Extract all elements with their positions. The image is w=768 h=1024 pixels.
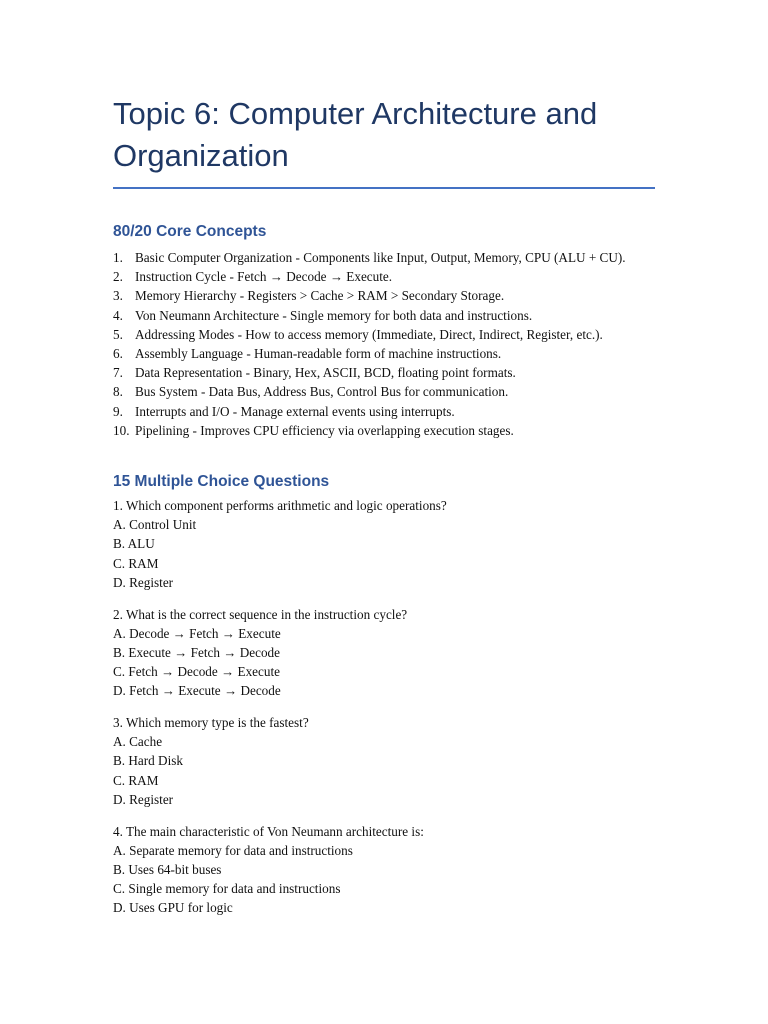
concept-number: 3. bbox=[113, 288, 123, 304]
concept-number: 8. bbox=[113, 384, 123, 400]
concept-text: Assembly Language - Human-readable form of machine instructions. bbox=[135, 346, 502, 362]
concept-item bbox=[113, 344, 658, 363]
answer-option: C. Fetch → Decode → Execute bbox=[113, 664, 280, 680]
concept-item bbox=[113, 402, 658, 421]
question-text: 2. What is the correct sequence in the instruction cycle? bbox=[113, 606, 408, 622]
answer-option: B. Uses 64-bit buses bbox=[113, 861, 222, 877]
answer-option: D. Fetch → Execute → Decode bbox=[113, 683, 281, 699]
answer-option: C. RAM bbox=[113, 772, 159, 788]
question-block bbox=[113, 496, 658, 592]
concept-item bbox=[113, 267, 658, 286]
concept-item bbox=[113, 325, 658, 344]
concept-item bbox=[113, 421, 658, 440]
mcq-heading: 15 Multiple Choice Questions bbox=[113, 473, 330, 491]
concept-text: Data Representation - Binary, Hex, ASCII, BCD, floating point formats. bbox=[135, 365, 516, 381]
concept-item bbox=[113, 382, 658, 401]
answer-option: B. Execute → Fetch → Decode bbox=[113, 644, 280, 660]
question-block bbox=[113, 605, 658, 701]
concept-text: Addressing Modes - How to access memory (Immediate, Direct, Indirect, Register, etc.). bbox=[135, 326, 603, 342]
concept-item bbox=[113, 286, 658, 305]
answer-option: A. Control Unit bbox=[113, 517, 197, 533]
question-block bbox=[113, 822, 658, 918]
question-text: 1. Which component performs arithmetic and logic operations? bbox=[113, 498, 447, 514]
concept-text: Instruction Cycle - Fetch → Decode → Execute. bbox=[135, 269, 393, 285]
answer-option: A. Separate memory for data and instructions bbox=[113, 842, 353, 858]
concept-item bbox=[113, 306, 658, 325]
title-underline bbox=[113, 187, 655, 189]
concept-text: Interrupts and I/O - Manage external events using interrupts. bbox=[135, 403, 455, 419]
answer-option: C. Single memory for data and instructions bbox=[113, 881, 341, 897]
concept-text: Memory Hierarchy - Registers > Cache > RAM > Secondary Storage. bbox=[135, 288, 505, 304]
concept-text: Basic Computer Organization - Components like Input, Output, Memory, CPU (ALU + CU). bbox=[135, 250, 626, 265]
page-title: Topic 6: Computer Architecture and Organization bbox=[113, 96, 598, 173]
concept-number: 7. bbox=[113, 365, 123, 381]
concept-number: 5. bbox=[113, 326, 123, 342]
answer-option: B. Hard Disk bbox=[113, 753, 183, 769]
concept-item bbox=[113, 248, 658, 267]
concept-number: 9. bbox=[113, 403, 123, 419]
answer-option: B. ALU bbox=[113, 536, 155, 552]
question-text: 3. Which memory type is the fastest? bbox=[113, 715, 309, 731]
concept-text: Bus System - Data Bus, Address Bus, Control Bus for communication. bbox=[135, 384, 509, 400]
concept-text: Pipelining - Improves CPU efficiency via overlapping execution stages. bbox=[135, 422, 514, 438]
concept-number: 2. bbox=[113, 269, 123, 285]
answer-option: A. Decode → Fetch → Execute bbox=[113, 625, 281, 641]
concepts-list bbox=[113, 248, 658, 440]
concepts-heading: 80/20 Core Concepts bbox=[113, 223, 267, 240]
answer-option: D. Uses GPU for logic bbox=[113, 900, 233, 916]
answer-option: C. RAM bbox=[113, 555, 159, 571]
question-block bbox=[113, 713, 658, 809]
answer-option: A. Cache bbox=[113, 734, 163, 750]
document-page bbox=[113, 0, 658, 918]
concept-number: 1. bbox=[113, 250, 123, 265]
concept-number: 10. bbox=[113, 422, 130, 438]
question-text: 4. The main characteristic of Von Neumann architecture is: bbox=[113, 823, 424, 839]
concept-number: 4. bbox=[113, 307, 123, 323]
answer-option: D. Register bbox=[113, 574, 174, 590]
concept-item bbox=[113, 363, 658, 382]
concept-text: Von Neumann Architecture - Single memory for both data and instructions. bbox=[135, 307, 533, 323]
concept-number: 6. bbox=[113, 346, 123, 362]
answer-option: D. Register bbox=[113, 791, 174, 807]
